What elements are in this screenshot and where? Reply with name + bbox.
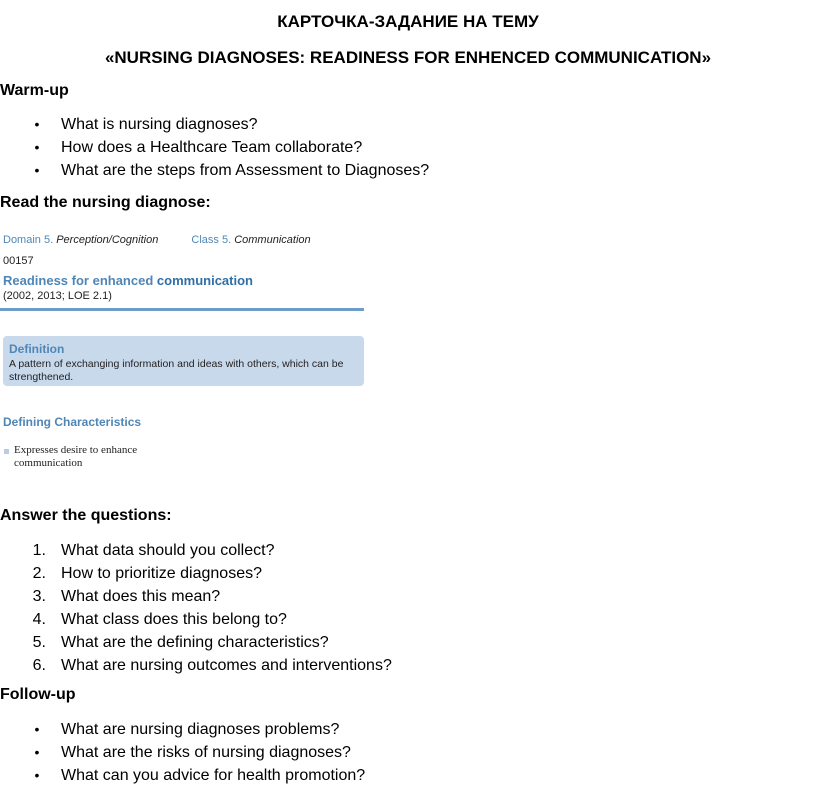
list-item: 6. What are nursing outcomes and interventions?	[32, 657, 392, 674]
list-item: 3. What does this mean?	[32, 588, 221, 605]
nursing-diagnosis-card	[0, 226, 370, 476]
warmup-heading: Warm-up	[0, 82, 69, 99]
followup-list	[0, 718, 365, 787]
definition-text: A pattern of exchanging information and ideas with others, which can be strengthened.	[9, 358, 344, 383]
definition-box	[3, 336, 364, 386]
list-item: 1. What data should you collect?	[32, 542, 275, 559]
list-item: • What are the steps from Assessment to Diagnoses?	[0, 159, 429, 182]
list-item: • What are nursing diagnoses problems?	[0, 718, 365, 741]
definition-title: Definition	[9, 342, 65, 356]
answer-heading: Answer the questions:	[0, 507, 172, 524]
class-label: Class 5.	[191, 234, 232, 246]
domain-class-row	[3, 234, 341, 246]
questions-list	[0, 539, 392, 677]
bullet-icon: •	[34, 767, 40, 783]
characteristics-title: Defining Characteristics	[3, 415, 142, 429]
characteristic-item: Expresses desire to enhance communication	[14, 444, 138, 469]
square-bullet-icon	[4, 449, 9, 454]
domain-label: Domain 5.	[3, 234, 54, 246]
list-item: • What are the risks of nursing diagnoses?	[0, 741, 365, 764]
list-item: 4. What class does this belong to?	[32, 611, 287, 628]
divider	[0, 308, 364, 311]
list-item: • How does a Healthcare Team collaborate?	[0, 136, 429, 159]
document-subtitle: «NURSING DIAGNOSES: READINESS FOR ENHENCED COMMUNICATION»	[104, 48, 712, 67]
list-item: • What is nursing diagnoses?	[0, 113, 429, 136]
bullet-icon: •	[34, 721, 40, 737]
diagnosis-code: 00157	[3, 255, 34, 267]
diagnosis-title: Readiness for enhanced communication	[3, 273, 253, 288]
bullet-icon: •	[34, 116, 40, 132]
warmup-list	[0, 113, 429, 182]
read-heading: Read the nursing diagnose:	[0, 194, 211, 211]
followup-heading: Follow-up	[0, 686, 76, 703]
list-item: 2. How to prioritize diagnoses?	[32, 565, 262, 582]
list-item: 5. What are the defining characteristics?	[32, 634, 329, 651]
bullet-icon: •	[34, 162, 40, 178]
class-value: Communication	[234, 234, 311, 246]
bullet-icon: •	[34, 744, 40, 760]
document-title: КАРТОЧКА-ЗАДАНИЕ НА ТЕМУ	[277, 12, 539, 31]
list-item: • What can you advice for health promotion?	[0, 764, 365, 787]
domain-value: Perception/Cognition	[56, 234, 159, 246]
bullet-icon: •	[34, 139, 40, 155]
diagnosis-year: (2002, 2013; LOE 2.1)	[3, 290, 112, 302]
